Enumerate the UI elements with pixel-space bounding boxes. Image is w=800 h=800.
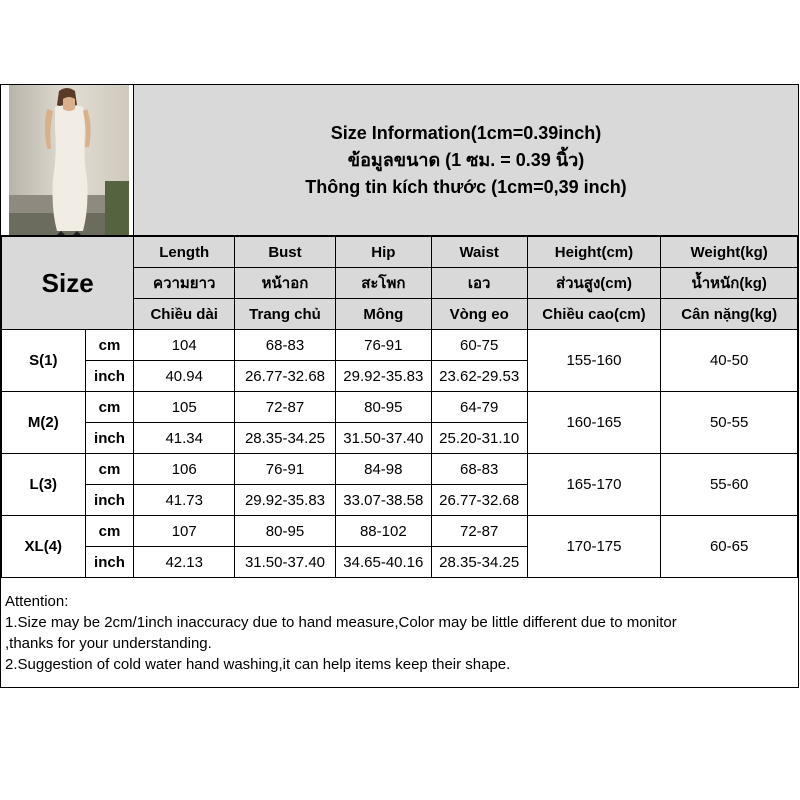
product-photo: [1, 85, 134, 236]
col-hip-th: สะโพก: [335, 268, 431, 299]
table-row: [2, 392, 798, 423]
note-line: 2.Suggestion of cold water hand washing,it can help items keep their shape.: [5, 656, 511, 673]
col-weight-vi: Cân nặng(kg): [661, 299, 798, 330]
title-vietnamese: Thông tin kích thước (1cm=0,39 inch): [305, 176, 627, 197]
bust-cell: 68-83: [235, 330, 336, 361]
hip-cell: 88-102: [335, 516, 431, 547]
unit-label: cm: [85, 516, 134, 547]
weight-cell: 55-60: [661, 454, 798, 516]
length-cell: 104: [134, 330, 235, 361]
unit-label: inch: [85, 485, 134, 516]
unit-label: inch: [85, 547, 134, 578]
hip-cell: 80-95: [335, 392, 431, 423]
unit-label: cm: [85, 392, 134, 423]
hip-cell: 29.92-35.83: [335, 361, 431, 392]
col-height-th: ส่วนสูง(cm): [527, 268, 661, 299]
waist-cell: 28.35-34.25: [431, 547, 527, 578]
note-line: ,thanks for your understanding.: [5, 635, 212, 652]
unit-label: inch: [85, 423, 134, 454]
length-cell: 42.13: [134, 547, 235, 578]
col-bust-en: Bust: [235, 237, 336, 268]
col-weight-en: Weight(kg): [661, 237, 798, 268]
col-waist-en: Waist: [431, 237, 527, 268]
waist-cell: 60-75: [431, 330, 527, 361]
table-row: [2, 516, 798, 547]
col-weight-th: น้ำหนัก(kg): [661, 268, 798, 299]
size-label: M(2): [2, 392, 86, 454]
table-row: [2, 454, 798, 485]
title-block: [134, 85, 798, 236]
unit-label: inch: [85, 361, 134, 392]
col-height-en: Height(cm): [527, 237, 661, 268]
bust-cell: 80-95: [235, 516, 336, 547]
weight-cell: 60-65: [661, 516, 798, 578]
height-cell: 165-170: [527, 454, 661, 516]
size-label: L(3): [2, 454, 86, 516]
bust-cell: 72-87: [235, 392, 336, 423]
bust-cell: 28.35-34.25: [235, 423, 336, 454]
bust-cell: 31.50-37.40: [235, 547, 336, 578]
waist-cell: 72-87: [431, 516, 527, 547]
height-cell: 170-175: [527, 516, 661, 578]
height-cell: 155-160: [527, 330, 661, 392]
length-cell: 106: [134, 454, 235, 485]
hip-cell: 76-91: [335, 330, 431, 361]
hip-cell: 34.65-40.16: [335, 547, 431, 578]
model-photo-icon: [1, 85, 133, 235]
length-cell: 107: [134, 516, 235, 547]
col-height-vi: Chiều cao(cm): [527, 299, 661, 330]
attention-notes: [5, 591, 794, 675]
col-bust-th: หน้าอก: [235, 268, 336, 299]
hip-cell: 33.07-38.58: [335, 485, 431, 516]
waist-cell: 68-83: [431, 454, 527, 485]
length-cell: 40.94: [134, 361, 235, 392]
col-length-th: ความยาว: [134, 268, 235, 299]
unit-label: cm: [85, 330, 134, 361]
unit-label: cm: [85, 454, 134, 485]
weight-cell: 50-55: [661, 392, 798, 454]
col-length-vi: Chiều dài: [134, 299, 235, 330]
hip-cell: 31.50-37.40: [335, 423, 431, 454]
title-english: Size Information(1cm=0.39inch): [330, 122, 602, 143]
height-cell: 160-165: [527, 392, 661, 454]
waist-cell: 25.20-31.10: [431, 423, 527, 454]
col-hip-vi: Mông: [335, 299, 431, 330]
col-waist-th: เอว: [431, 268, 527, 299]
size-label: S(1): [2, 330, 86, 392]
bust-cell: 26.77-32.68: [235, 361, 336, 392]
hip-cell: 84-98: [335, 454, 431, 485]
length-cell: 41.34: [134, 423, 235, 454]
table-row: [2, 330, 798, 361]
col-bust-vi: Trang chủ: [235, 299, 336, 330]
waist-cell: 26.77-32.68: [431, 485, 527, 516]
col-length-en: Length: [134, 237, 235, 268]
length-cell: 105: [134, 392, 235, 423]
col-hip-en: Hip: [335, 237, 431, 268]
notes-heading: Attention:: [5, 593, 69, 610]
waist-cell: 23.62-29.53: [431, 361, 527, 392]
note-line: 1.Size may be 2cm/1inch inaccuracy due to hand measure,Color may be little different due to monitor: [5, 614, 677, 631]
waist-cell: 64-79: [431, 392, 527, 423]
length-cell: 41.73: [134, 485, 235, 516]
size-header: Size: [2, 237, 134, 330]
size-label: XL(4): [2, 516, 86, 578]
col-waist-vi: Vòng eo: [431, 299, 527, 330]
title-thai: ข้อมูลขนาด (1 ซม. = 0.39 นิ้ว): [347, 149, 585, 170]
bust-cell: 29.92-35.83: [235, 485, 336, 516]
bust-cell: 76-91: [235, 454, 336, 485]
size-chart: [0, 84, 799, 688]
weight-cell: 40-50: [661, 330, 798, 392]
size-table: [1, 236, 798, 578]
